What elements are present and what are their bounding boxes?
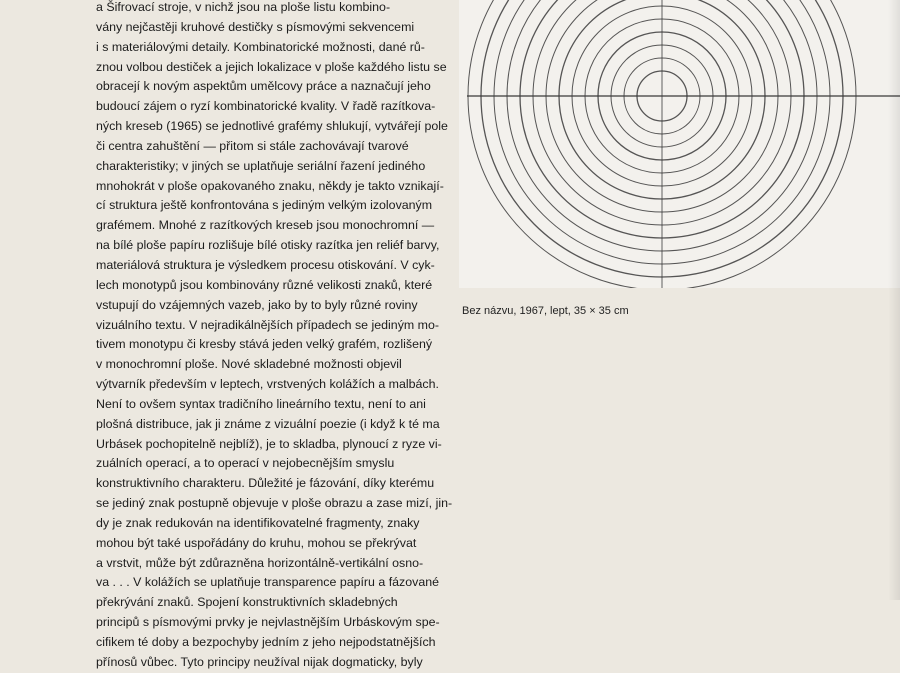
- text-line: a Šifrovací stroje, v nichž jsou na ploše listu kombino-: [96, 0, 391, 14]
- text-line: na bílé ploše papíru rozlišuje bílé otisky razítka jen reliéf barvy,: [96, 238, 440, 253]
- text-line: va . . . V kolážích se uplatňuje transparence papíru a fázované: [96, 575, 440, 590]
- concentric-circles-etching: [459, 0, 900, 288]
- text-line: znou volbou destiček a jejich lokalizace v ploše každého listu se: [96, 59, 447, 74]
- text-line: či centra zahuštění — přitom si stále zachovávají tvarové: [96, 138, 409, 153]
- text-line: tivem monotypu či kresby stává jeden velký grafém, rozlišený: [96, 337, 433, 352]
- text-line: Není to ovšem syntax tradičního lineárního textu, není to ani: [96, 396, 426, 411]
- text-line: vány nejčastěji kruhové destičky s písmovými sekvencemi: [96, 19, 415, 34]
- text-line: charakteristiky; v jiných se uplatňuje seriální řazení jediného: [96, 158, 426, 173]
- text-line: budoucí zájem o ryzí kombinatorické kvality. V řadě razítkova-: [96, 99, 436, 114]
- text-line: mnohokrát v ploše opakovaného znaku, někdy je takto vznikají-: [96, 178, 444, 193]
- text-line: obracejí k novým aspektům umělcovy práce a naznačují jeho: [96, 79, 431, 94]
- text-line: i s materiálovými detaily. Kombinatorické možnosti, dané rů-: [96, 39, 425, 54]
- text-line: překrývání znaků. Spojení konstruktivních skladebných: [96, 595, 398, 610]
- text-line: výtvarník především v leptech, vrstvených kolážích a malbách.: [96, 377, 439, 392]
- text-line: lech monotypů jsou kombinovány různé velikosti znaků, které: [96, 277, 433, 292]
- text-line: dy je znak redukován na identifikovatelné fragmenty, znaky: [96, 515, 420, 530]
- text-line: přínosů vůbec. Tyto principy neužíval nijak dogmaticky, byly: [96, 654, 423, 669]
- text-line: konstruktivního charakteru. Důležité je fázování, díky kterému: [96, 476, 435, 491]
- text-line: v monochromní ploše. Nové skladebné možnosti objevil: [96, 357, 402, 372]
- text-line: vstupují do vzájemných vazeb, jako by to byly různé roviny: [96, 297, 418, 312]
- text-line: zuálních operací, a to operací v nejobecnějším smyslu: [96, 456, 395, 471]
- text-line: ných kreseb (1965) se jednotlivé grafémy shlukují, vytvářejí pole: [96, 119, 448, 134]
- text-line: vizuálního textu. V nejradikálnějších případech se jediným mo-: [96, 317, 439, 332]
- text-line: Urbásek pochopitelně nejblíž), je to skladba, plynoucí z ryze vi-: [96, 436, 442, 451]
- text-line: se jediný znak postupně objevuje v ploše obrazu a zase mizí, jin-: [96, 496, 453, 511]
- page-edge-shadow: [888, 0, 900, 600]
- figure-caption: Bez názvu, 1967, lept, 35 × 35 cm: [462, 305, 629, 317]
- text-line: cí struktura ještě konfrontována s jediným velkým izolovaným: [96, 198, 433, 213]
- text-line: mohou být také uspořádány do kruhu, mohou se překrývat: [96, 535, 417, 550]
- text-line: plošná distribuce, jak ji známe z vizuální poezie (i když k té ma: [96, 416, 440, 431]
- text-line: cifikem té doby a bezpochyby jedním z jeho nejpodstatnějších: [96, 635, 436, 649]
- body-text-column: [96, 0, 458, 673]
- text-line: materiálová struktura je výsledkem procesu otiskování. V cyk-: [96, 257, 435, 272]
- text-line: grafémem. Mnohé z razítkových kreseb jsou monochromní —: [96, 218, 435, 233]
- etching-figure: [459, 0, 900, 288]
- text-line: a vrstvit, může být zdůrazněna horizontálně-vertikální osno-: [96, 555, 424, 570]
- text-line: principů s písmovými prvky je nejvlastnějším Urbáskovým spe-: [96, 615, 440, 630]
